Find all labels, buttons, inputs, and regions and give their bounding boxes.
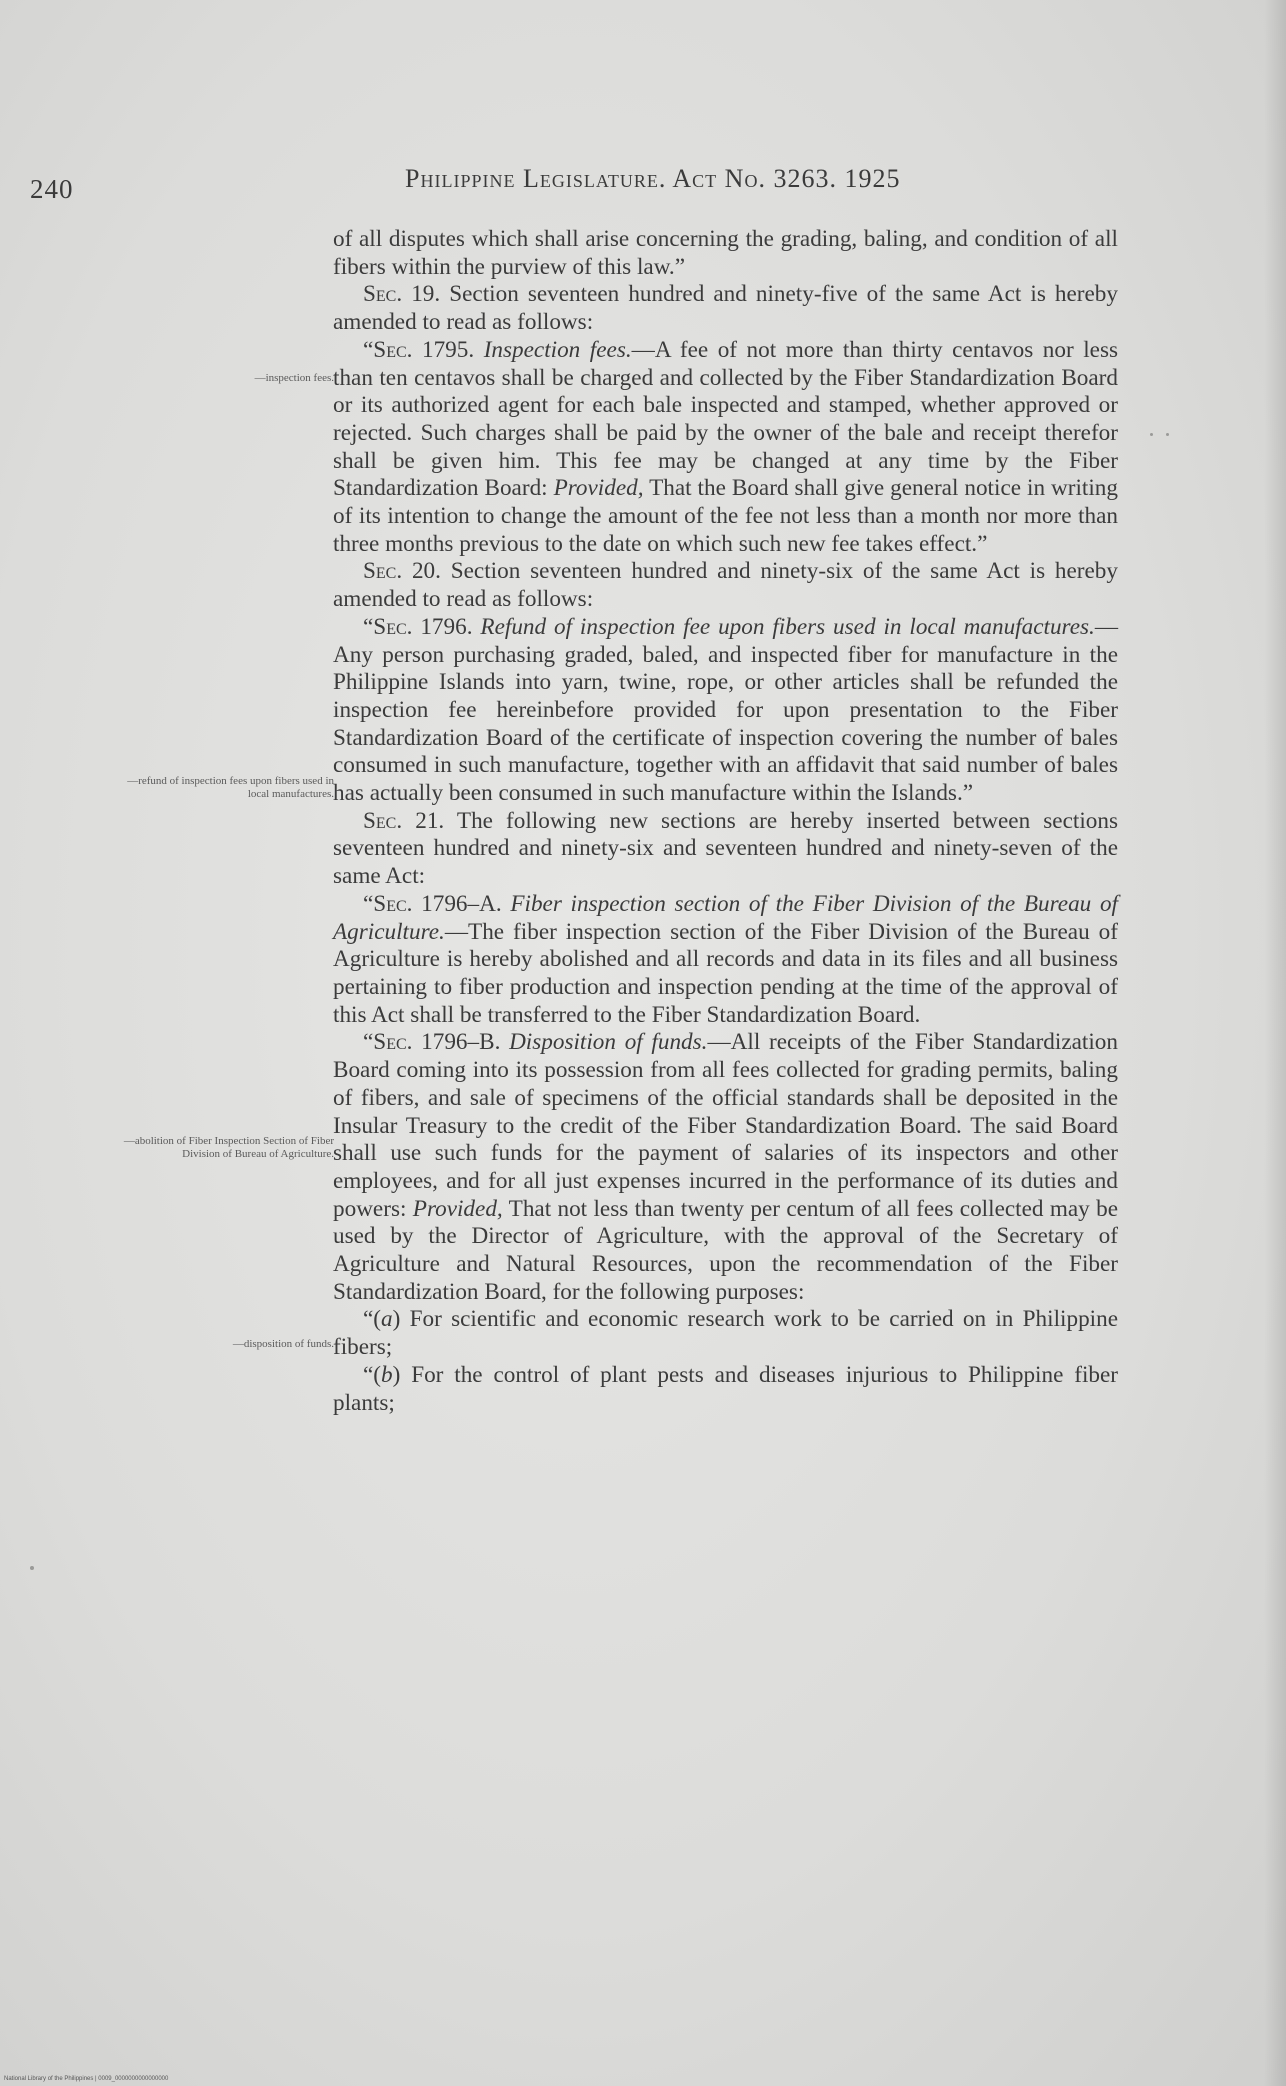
section-heading: Refund of inspection fee upon fibers used in local manufactures.	[480, 613, 1095, 640]
paragraph-sec-21: Sec. 21. The following new sections are hereby inserted between sections seventeen hundred and ninety-six and seventeen hundred and ninety-seven of the same Act:	[333, 807, 1118, 890]
section-heading: Fiber inspection section of the Fiber Division of the Bureau of Agriculture.	[333, 890, 1119, 945]
footer-watermark: National Library of the Philippines | 0009_0000000000000000	[4, 2076, 169, 2082]
margin-note-disposition: —disposition of funds.	[232, 1338, 334, 1350]
margin-note-refund: —refund of inspection fees upon fibers used in local manufactures.	[127, 775, 334, 800]
paragraph-sec-20: Sec. 20. Section seventeen hundred and ninety-six of the same Act is hereby amended to read as follows:	[333, 558, 1118, 613]
paragraph: of all disputes which shall arise concerning the grading, baling, and condition of all fibers within the purview of this law.”	[333, 226, 1118, 280]
paragraph-sec-1796b: “Sec. 1796–B. Disposition of funds.—All receipts of the Fiber Standardization Board coming into its possession from all fees collected for grading permits, baling of fibers, and sale of specimens of the official standards shall be deposited in the Insular Treasury to the credit of the Fiber Standardization Board. The said Board shall use such funds for the payment of salaries of its inspectors and other employees, and for all just expenses incurred in the performance of its duties and powers: Provided, That not less than twenty per centum of all fees collected may be used by the Director of Agriculture, with the approval of the Secretary of Agriculture and Natural Resources, upon the recommendation of the Fiber Standardization Board, for the following purposes:	[333, 1029, 1118, 1305]
margin-note-abolition: —abolition of Fiber Inspection Section of Fiber Division of Bureau of Agriculture.	[123, 1135, 334, 1160]
body-text	[333, 226, 1118, 1417]
paragraph-sec-1795: “Sec. 1795. Inspection fees.—A fee of not more than thirty centavos nor less than ten centavos shall be charged and collected by the Fiber Standardization Board or its authorized agent for each bale inspected and stamped, whether approved or rejected. Such charges shall be paid by the owner of the bale and receipt therefor shall be given him. This fee may be changed at any time by the Fiber Standardization Board: Provided, That the Board shall give general notice in writing of its intention to change the amount of the fee not less than a month nor more than three months previous to the date on which such new fee takes effect.”	[333, 336, 1119, 557]
page-edge-shadow	[1264, 0, 1286, 2086]
paragraph-sec-1796: “Sec. 1796. Refund of inspection fee upon fibers used in local manufactures.—Any person purchasing graded, baled, and inspected fiber for manufacture in the Philippine Islands into yarn, twine, rope, or other articles shall be refunded the inspection fee hereinbefore provided for upon presentation to the Fiber Standardization Board of the certificate of inspection covering the number of bales consumed in such manufacture, together with an affidavit that said number of bales has actually been consumed in such manufacture within the Islands.”	[333, 613, 1119, 807]
margin-note-inspection-fees: —inspection fees.	[254, 372, 334, 384]
paragraph-item-a: “(a) For scientific and economic research work to be carried on in Philippine fibers;	[333, 1306, 1118, 1361]
section-heading: Disposition of funds.	[509, 1029, 708, 1056]
section-heading: Inspection fees.	[483, 336, 632, 363]
scan-speck	[1166, 433, 1169, 436]
scan-speck	[30, 1566, 34, 1570]
scan-speck	[1150, 433, 1153, 436]
running-head: Philippine Legislature. Act No. 3263. 1925	[405, 164, 901, 193]
paragraph-sec-19: Sec. 19. Section seventeen hundred and ninety-five of the same Act is hereby amended to read as follows:	[333, 281, 1118, 336]
page-number: 240	[30, 174, 74, 204]
paragraph-item-b: “(b) For the control of plant pests and diseases injurious to Philippine fiber plants;	[333, 1361, 1118, 1416]
paragraph-sec-1796a: “Sec. 1796–A. Fiber inspection section of the Fiber Division of the Bureau of Agriculture.—The fiber inspection section of the Fiber Division of the Bureau of Agriculture is hereby abolished and all records and data in its files and all business pertaining to fiber production and inspection pending at the time of the approval of this Act shall be transferred to the Fiber Standardization Board.	[333, 890, 1119, 1028]
